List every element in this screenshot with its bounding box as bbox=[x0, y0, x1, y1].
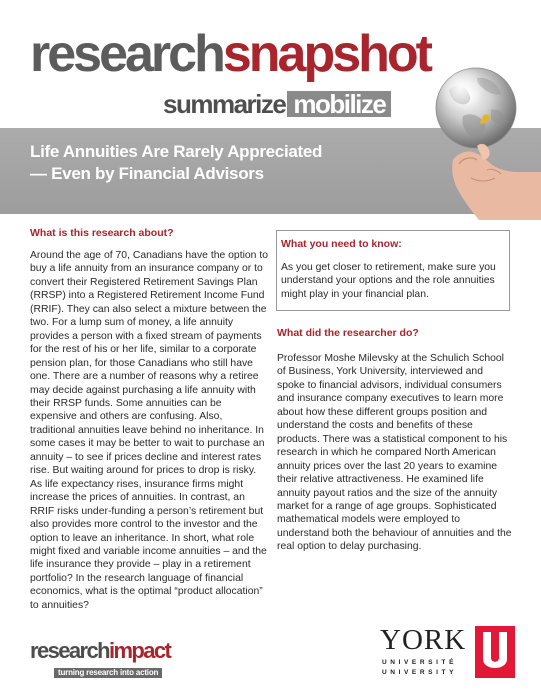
need-to-know-body: As you get closer to retirement, make sure you understand your options and the role annuities might play in your financial plan. bbox=[281, 262, 496, 300]
york-university-line: UNIVERSITY bbox=[382, 669, 458, 676]
research-impact-wordmark bbox=[30, 640, 170, 662]
research-about-body: Around the age of 70, Canadians have the option to buy a life annuity from an insurance company or to convert their Registered Retirement Savings Plan (RRSP) into a Registered Retirement Income Fund (RRIF). They can also select a mixture between the two. For a lump sum of money, a life annuity provides a person with a fixed stream of payments for the rest of his or her life, similar to a corporate pension plan, for those Canadians who still have one. There are a number of reasons why a retiree may decide against purchasing a life annuity with their RRSP funds. Some annuities can be expensive and others are confusing. Also, traditional annuities leave behind no inheritance. In some cases it may be better to wait to purchase an annuity – to see if prices decline and interest rates rise. But waiting around for prices to drop is risky. As life expectancy rises, insurance firms might increase the prices of annuities. In contrast, an RRIF risks under-funding a person’s retirement but also provides more control to the investor and the option to leave an inheritance. In short, what role might fixed and variable income annuities – and the life insurance they provide – play in a retirement portfolio? In the research language of financial economics, what is the optimal “product allocation” to annuities? bbox=[30, 250, 269, 611]
section-heading-research-about: What is this research about? bbox=[30, 227, 174, 239]
researcher-body: Professor Moshe Milevsky at the Schulich School of Business, York University, interviewed and spoke to financial advisors, individual consumers and insurance company executives to learn more about how these different groups position and understand the costs and benefits of these products. There was a statistical component to his research in which he compared North American annuity prices over the last 20 years to examine their relative attractiveness. He examined life annuity payout ratios and the size of the annuity market for a range of age groups. Sophisticated mathematical models were employed to understand both the behaviour of annuities and the real option to delay purchasing. bbox=[277, 353, 512, 553]
need-to-know-box bbox=[276, 230, 510, 311]
york-university-logo bbox=[380, 626, 515, 684]
masthead-subtitle bbox=[163, 91, 391, 117]
masthead-word-snapshot: snapshot bbox=[222, 25, 430, 83]
document-title bbox=[30, 141, 350, 185]
research-impact-logo bbox=[30, 640, 170, 680]
york-wordmark: YORK bbox=[380, 624, 467, 656]
section-heading-need-to-know: What you need to know: bbox=[281, 238, 402, 250]
researcher-section bbox=[277, 326, 513, 554]
left-column bbox=[30, 226, 268, 612]
document-title-line2: — Even by Financial Advisors bbox=[30, 164, 264, 183]
research-impact-word2: impact bbox=[108, 638, 171, 663]
masthead-word-mobilize: mobilize bbox=[287, 91, 391, 117]
document-title-line1: Life Annuities Are Rarely Appreciated bbox=[30, 142, 323, 161]
research-impact-word1: research bbox=[30, 638, 109, 663]
hand-holding-globe-icon bbox=[391, 60, 541, 220]
york-u-icon bbox=[475, 626, 515, 678]
masthead-word-research: research bbox=[30, 25, 223, 83]
section-heading-researcher: What did the researcher do? bbox=[277, 327, 419, 339]
masthead-title bbox=[30, 25, 430, 83]
york-universite-line: UNIVERSITÉ bbox=[382, 659, 458, 666]
masthead-word-summarize: summarize bbox=[163, 89, 286, 119]
research-impact-tagline: turning research into action bbox=[54, 668, 162, 678]
